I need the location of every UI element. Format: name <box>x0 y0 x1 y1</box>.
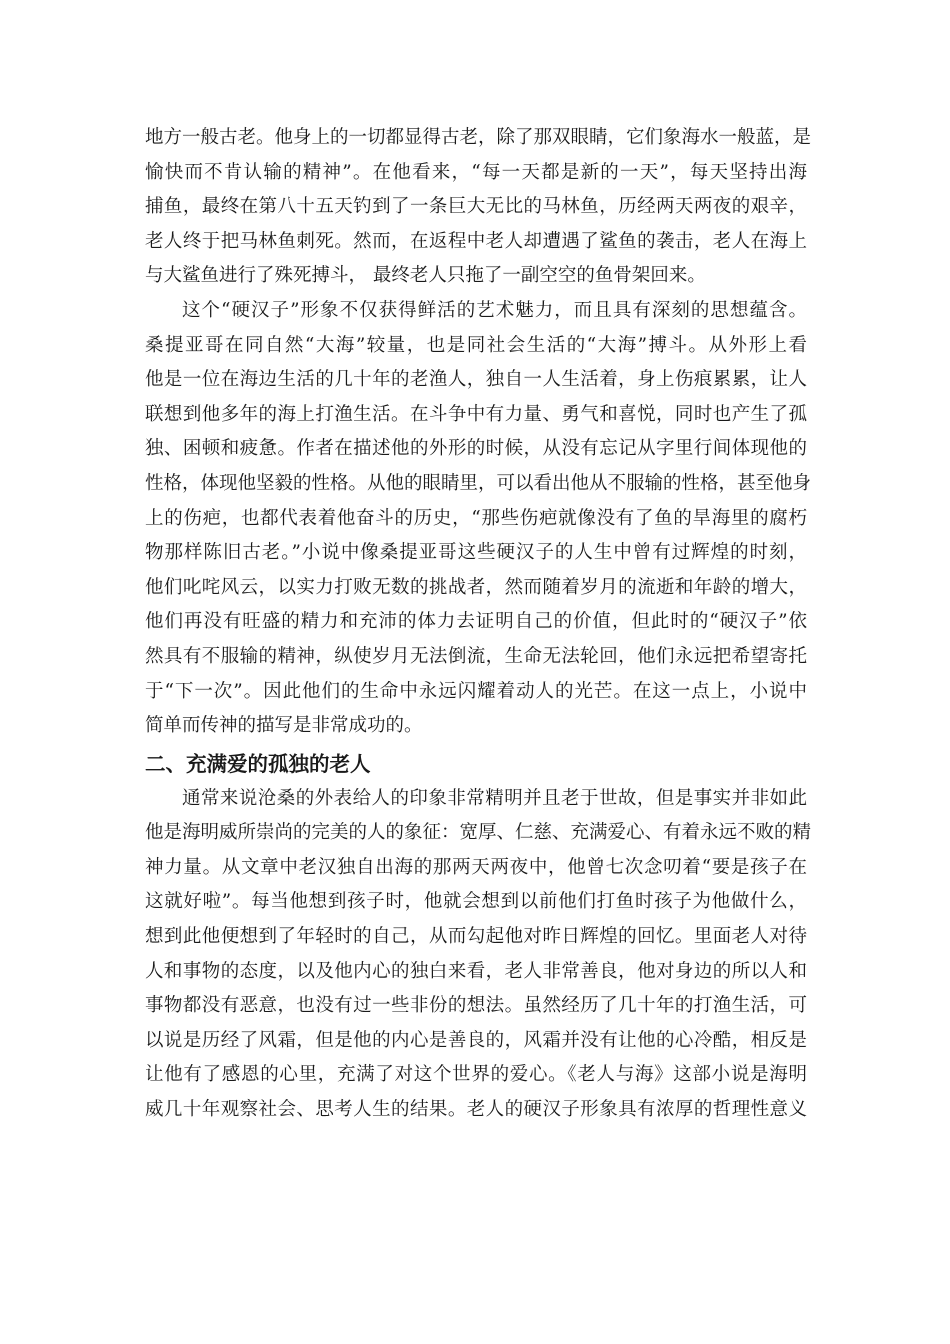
text-line: 联想到他多年的海上打渔生活。在斗争中有力量、勇气和喜悦，同时也产生了孤 <box>145 403 807 425</box>
paragraph-2 <box>145 294 812 744</box>
paragraph-1 <box>145 121 812 294</box>
text-line: 这就好啦”。每当他想到孩子时，他就会想到以前他们打鱼时孩子为他做什么， <box>145 891 807 913</box>
text-line: 捕鱼，最终在第八十五天钓到了一条巨大无比的马林鱼，历经两天两夜的艰辛， <box>145 196 807 218</box>
text-line: 愉快而不肯认输的精神”。在他看来，“每一天都是新的一天”，每天坚持出海 <box>145 161 807 183</box>
text-line: 人和事物的态度，以及他内心的独白来看，老人非常善良，他对身边的所以人和 <box>145 960 807 982</box>
text-line: 物那样陈旧古老。”小说中像桑提亚哥这些硬汉子的人生中曾有过辉煌的时刻， <box>145 542 807 564</box>
document-body <box>145 121 812 1128</box>
text-line: 事物都没有恶意，也没有过一些非份的想法。虽然经历了几十年的打渔生活，可 <box>145 995 807 1017</box>
text-line: 桑提亚哥在同自然“大海”较量，也是同社会生活的“大海”搏斗。从外形上看 <box>145 334 807 356</box>
text-line: 上的伤疤，也都代表着他奋斗的历史，“那些伤疤就像没有了鱼的旱海里的腐朽 <box>145 507 807 529</box>
text-line: 老人终于把马林鱼刺死。然而，在返程中老人却遭遇了鲨鱼的袭击，老人在海上 <box>145 230 807 252</box>
text-line: 然具有不服输的精神，纵使岁月无法倒流，生命无法轮回，他们永远把希望寄托 <box>145 645 807 667</box>
text-line: 想到此他便想到了年轻时的自己，从而勾起他对昨日辉煌的回忆。里面老人对待 <box>145 926 807 948</box>
text-line: 于“下一次”。因此他们的生命中永远闪耀着动人的光芒。在这一点上，小说中 <box>145 680 807 702</box>
text-line: 简单而传神的描写是非常成功的。 <box>145 715 423 737</box>
text-line: 性格，体现他坚毅的性格。从他的眼睛里，可以看出他从不服输的性格，甚至他身 <box>145 472 812 494</box>
text-line: 神力量。从文章中老汉独自出海的那两天两夜中，他曾七次念叨着“要是孩子在 <box>145 856 807 878</box>
text-line: 让他有了感恩的心里，充满了对这个世界的爱心。《老人与海》这部小说是海明 <box>145 1064 807 1086</box>
text-line: 他们再没有旺盛的精力和充沛的体力去证明自己的价值，但此时的“硬汉子”依 <box>145 611 807 633</box>
text-line: 独、困顿和疲惫。作者在描述他的外形的时候，从没有忘记从字里行间体现他的 <box>145 438 807 460</box>
section-heading: 二、充满爱的孤独的老人 <box>145 751 371 776</box>
text-line: 威几十年观察社会、思考人生的结果。老人的硬汉子形象具有浓厚的哲理性意义 <box>145 1099 807 1121</box>
paragraph-3 <box>145 782 812 1128</box>
text-line: 这个“硬汉子”形象不仅获得鲜活的艺术魅力，而且具有深刻的思想蕴含。 <box>182 299 807 321</box>
text-line: 以说是历经了风霜，但是他的内心是善良的，风霜并没有让他的心冷酷，相反是 <box>145 1029 807 1051</box>
text-line: 他是海明威所崇尚的完美的人的象征：宽厚、仁慈、充满爱心、有着永远不败的精 <box>145 822 812 844</box>
text-line: 地方一般古老。他身上的一切都显得古老，除了那双眼睛，它们象海水一般蓝，是 <box>145 127 812 148</box>
text-line: 他们叱咤风云，以实力打败无数的挑战者，然而随着岁月的流逝和年龄的增大， <box>145 576 807 598</box>
text-line: 通常来说沧桑的外表给人的印象非常精明并且老于世故，但是事实并非如此 <box>182 787 807 809</box>
text-line: 他是一位在海边生活的几十年的老渔人，独自一人生活着，身上伤痕累累，让人 <box>145 369 807 391</box>
text-line: 与大鲨鱼进行了殊死搏斗， 最终老人只拖了一副空空的鱼骨架回来。 <box>145 265 706 287</box>
